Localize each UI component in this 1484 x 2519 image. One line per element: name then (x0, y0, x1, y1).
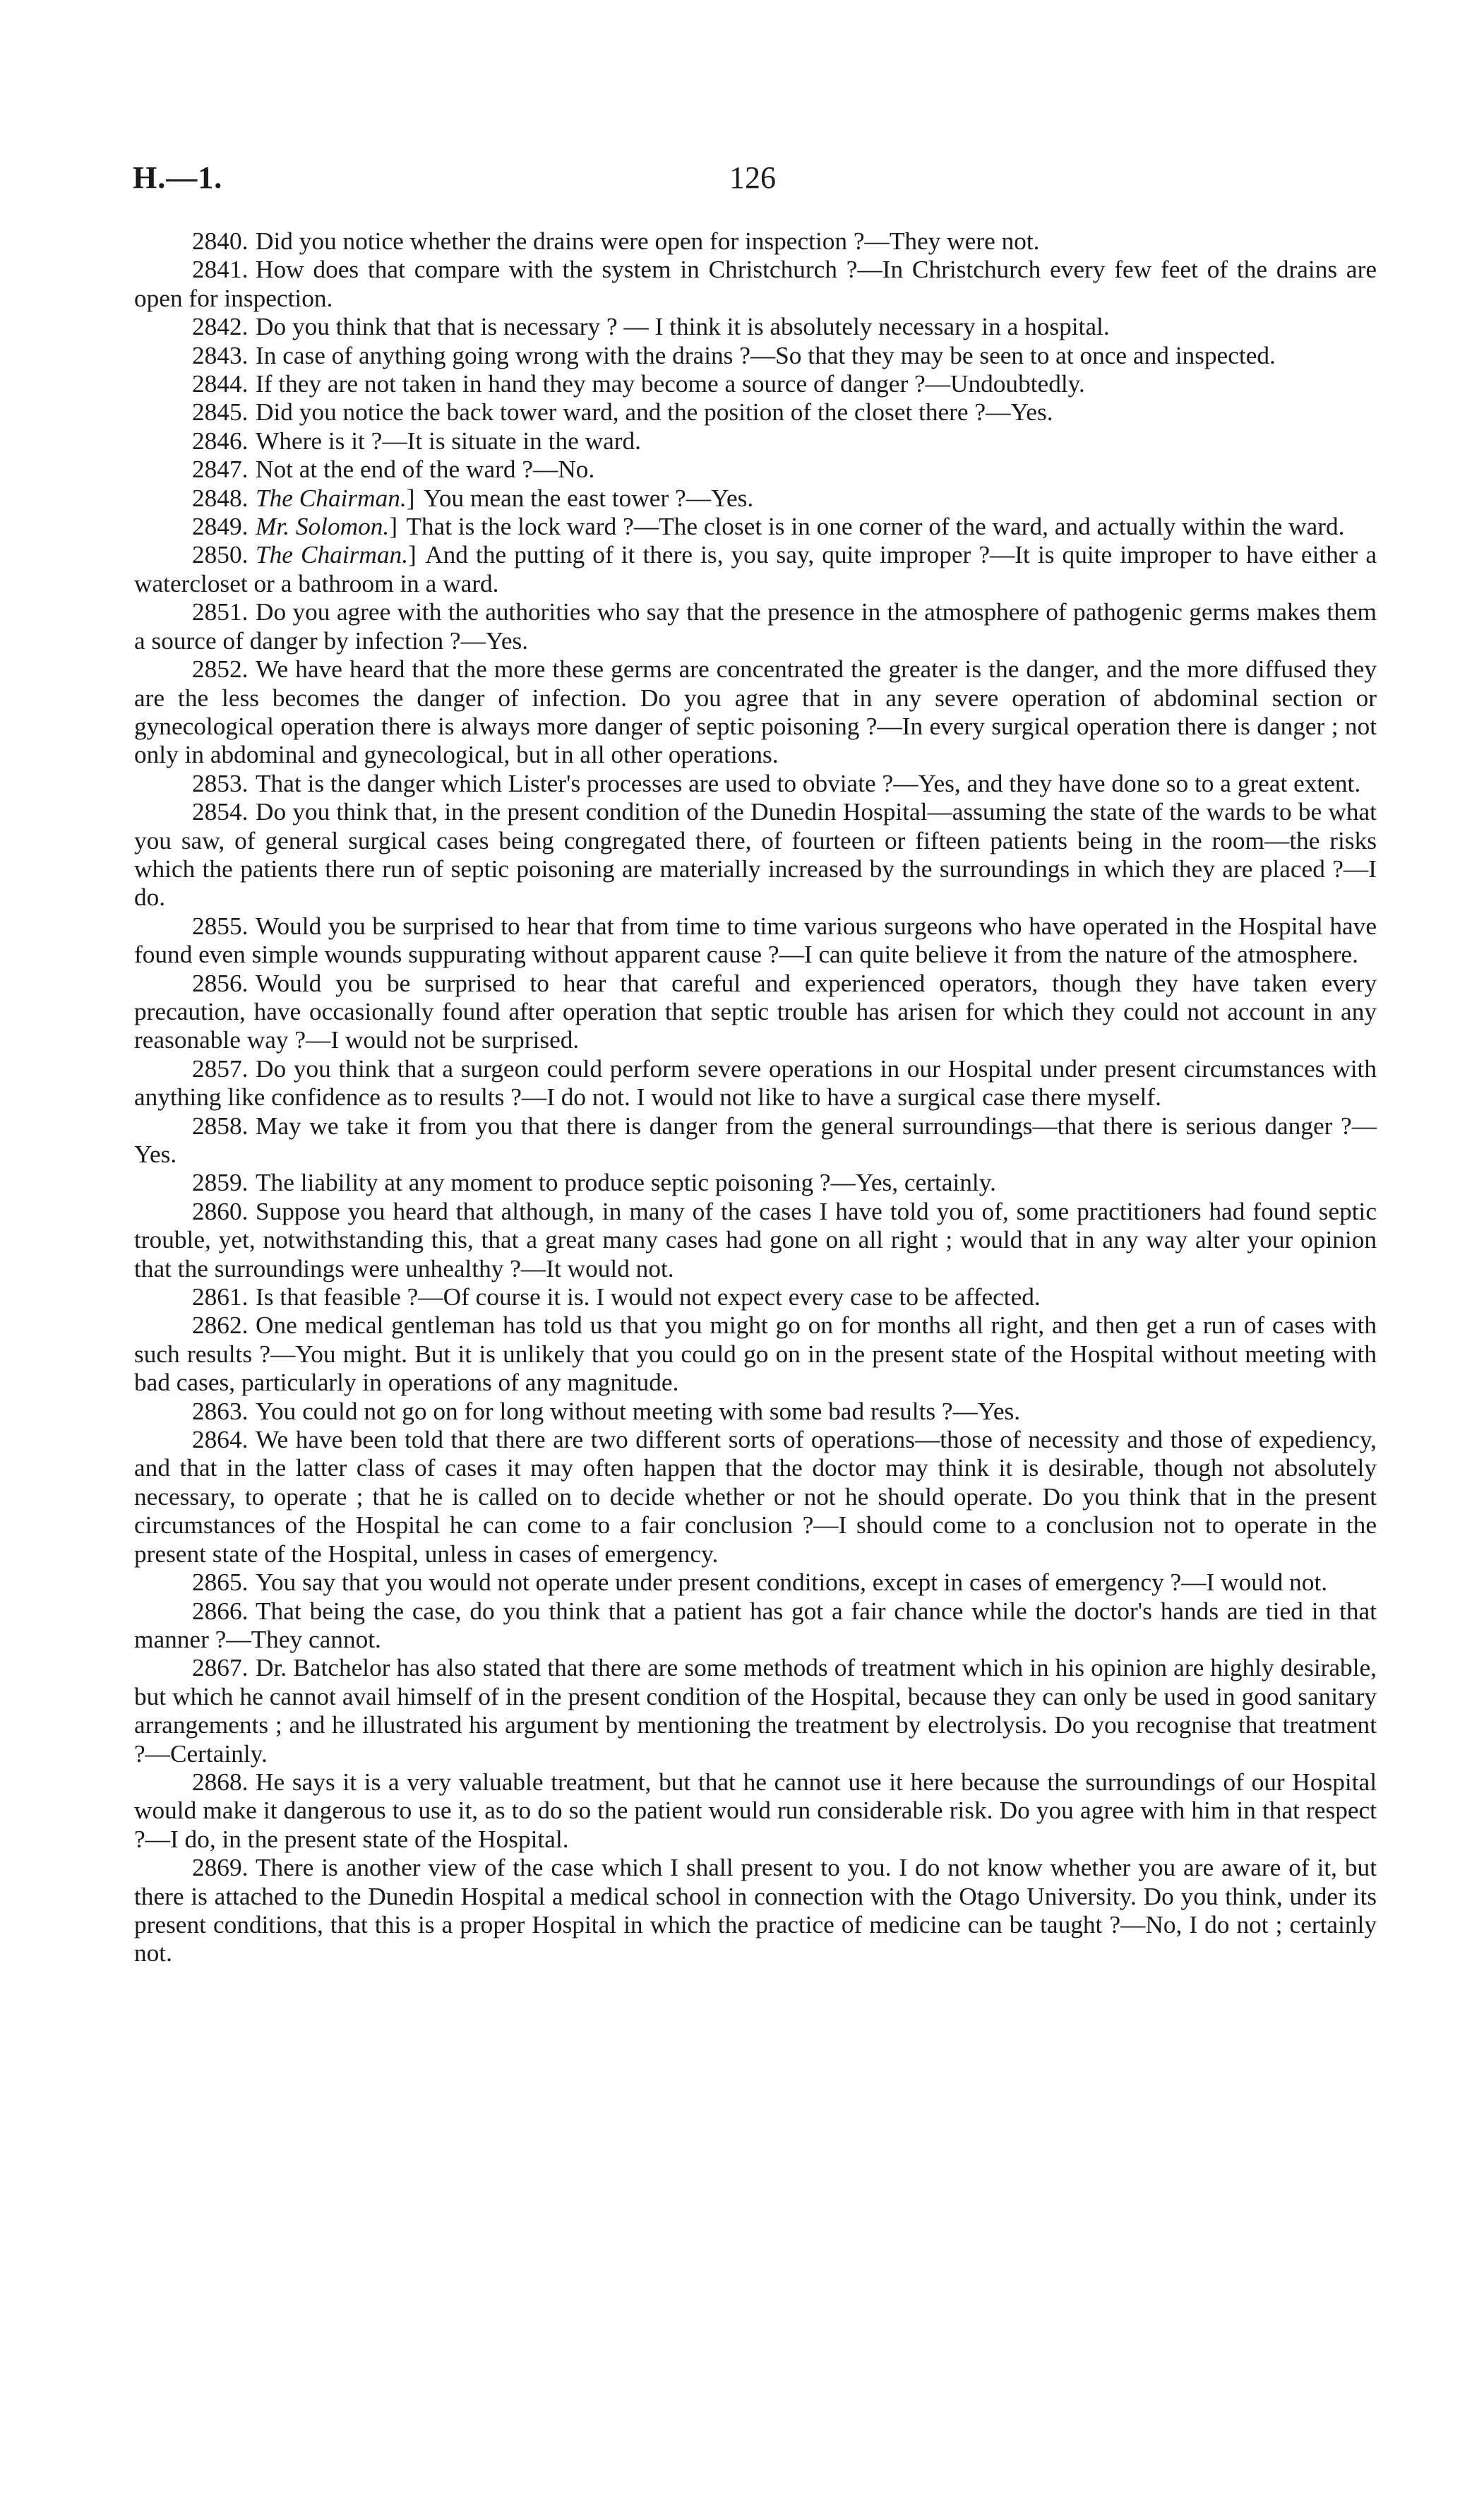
question-number: 2866. (192, 1597, 249, 1625)
question-answer-text: Suppose you heard that although, in many of the cases I have told you of, some practitioners had found septic trouble, yet, notwithstanding this, that a great many cases had gone on all right ; would that in any way alter your opinion that the surroundings were unhealthy ?—It would not. (134, 1197, 1377, 1282)
question-paragraph (134, 1654, 1377, 1768)
question-paragraph (134, 313, 1377, 341)
question-paragraph (134, 1169, 1377, 1197)
question-paragraph (134, 256, 1377, 313)
question-answer-text: You say that you would not operate under present conditions, except in cases of emergency ?—I would not. (256, 1568, 1328, 1597)
question-paragraph (134, 770, 1377, 798)
question-paragraph (134, 398, 1377, 427)
question-number: 2869. (192, 1854, 249, 1882)
question-number: 2847. (192, 455, 249, 484)
question-number: 2852. (192, 655, 249, 684)
question-answer-text: Is that feasible ?—Of course it is. I would not expect every case to be affected. (256, 1283, 1041, 1311)
question-paragraph (134, 1311, 1377, 1397)
question-number: 2858. (192, 1112, 249, 1140)
question-paragraph (134, 541, 1377, 598)
question-paragraph (134, 1055, 1377, 1112)
question-answer-text: We have heard that the more these germs are concentrated the greater is the danger, and the more diffused they are the less becomes the danger of infection. Do you agree that in any severe operation of abdominal section or gynecological operation there is always more danger of septic poisoning ?—In every surgical operation there is danger ; not only in abdominal and gynecological, but in all other operations. (134, 655, 1377, 769)
question-answer-text: That is the lock ward ?—The closet is in one corner of the ward, and actually within the ward. (406, 513, 1345, 541)
question-answer-text: And the putting of it there is, you say, quite improper ?—It is quite improper to have either a watercloset or a bathroom in a ward. (134, 541, 1377, 597)
question-paragraph (134, 1768, 1377, 1854)
question-paragraph (134, 1198, 1377, 1283)
question-paragraph (134, 227, 1377, 256)
question-paragraph (134, 1854, 1377, 1968)
question-paragraph (134, 342, 1377, 370)
question-number: 2857. (192, 1054, 249, 1083)
question-answer-text: Dr. Batchelor has also stated that there are some methods of treatment which in his opinion are highly desirable, but which he cannot avail himself of in the present condition of the Hospital, because they can only be used in good sanitary arrangements ; and he illustrated his argument by mentioning the treatment by electrolysis. Do you recognise that treatment ?—Certainly. (134, 1654, 1377, 1768)
question-paragraph (134, 513, 1377, 541)
question-answer-text: Did you notice whether the drains were open for inspection ?—They were not. (256, 227, 1040, 255)
question-answer-text: Do you think that, in the present condition of the Dunedin Hospital—assuming the state of the wards to be what you saw, of general surgical cases being congregated there, of fourteen or fifteen patients being in the room—the risks which the patients there run of septic poisoning are materially increased by the surroundings in which they are placed ?—I do. (134, 798, 1377, 912)
question-number: 2867. (192, 1654, 249, 1682)
question-answer-text: In case of anything going wrong with the drains ?—So that they may be seen to at once and inspected. (256, 341, 1276, 369)
question-number: 2861. (192, 1283, 249, 1311)
page-header (133, 160, 1377, 202)
question-paragraph (134, 370, 1377, 398)
question-number: 2863. (192, 1397, 249, 1425)
question-answer-text: Did you notice the back tower ward, and the position of the closet there ?—Yes. (256, 398, 1053, 427)
question-number: 2849. (192, 513, 249, 541)
question-number: 2842. (192, 313, 249, 341)
question-answer-text: Would you be surprised to hear that from time to time various surgeons who have operated in the Hospital have found even simple wounds suppurating without apparent cause ?—I can quite believe it from the nature of the atmosphere. (134, 912, 1377, 969)
question-answer-text: Would you be surprised to hear that careful and experienced operators, though they have taken every precaution, have occasionally found after operation that septic trouble has arisen for which they could not account in any reasonable way ?—I would not be surprised. (134, 969, 1377, 1054)
testimony-body (134, 227, 1377, 1968)
question-paragraph (134, 1568, 1377, 1597)
question-number: 2844. (192, 370, 249, 398)
question-answer-text: May we take it from you that there is danger from the general surroundings—that there is serious danger ?—Yes. (134, 1112, 1377, 1168)
speaker-bracket: ] (389, 513, 398, 541)
question-paragraph (134, 598, 1377, 655)
question-answer-text: One medical gentleman has told us that you might go on for months all right, and then get a run of cases with such results ?—You might. But it is unlikely that you could go on in the present state of the Hospital without meeting with bad cases, particularly in operations of any magnitude. (134, 1311, 1377, 1397)
question-paragraph (134, 1112, 1377, 1169)
question-number: 2846. (192, 427, 249, 455)
question-paragraph (134, 1597, 1377, 1655)
question-number: 2840. (192, 227, 249, 255)
question-paragraph (134, 484, 1377, 513)
question-answer-text: Do you think that that is necessary ? — I think it is absolutely necessary in a hospital. (256, 313, 1110, 341)
question-number: 2843. (192, 341, 249, 369)
question-number: 2862. (192, 1311, 249, 1340)
question-answer-text: You could not go on for long without meeting with some bad results ?—Yes. (256, 1397, 1021, 1425)
question-number: 2854. (192, 798, 249, 826)
question-answer-text: There is another view of the case which I shall present to you. I do not know whether you are aware of it, but there is attached to the Dunedin Hospital a medical school in connection with the Otago University. Do you think, under its present conditions, that this is a proper Hospital in which the practice of medicine can be taught ?—No, I do not ; certainly not. (134, 1854, 1377, 1967)
question-paragraph (134, 798, 1377, 912)
question-number: 2853. (192, 769, 249, 797)
question-paragraph (134, 427, 1377, 455)
question-paragraph (134, 1426, 1377, 1568)
question-number: 2841. (192, 256, 249, 284)
speaker-bracket: ] (408, 541, 417, 569)
question-answer-text: He says it is a very valuable treatment, but that he cannot use it here because the surroundings of our Hospital would make it dangerous to use it, as to do so the patient would run considerable risk. Do you agree with him in that respect ?—I do, in the present state of the Hospital. (134, 1768, 1377, 1853)
question-answer-text: That being the case, do you think that a patient has got a fair chance while the doctor's hands are tied in that manner ?—They cannot. (134, 1597, 1377, 1653)
question-answer-text: We have been told that there are two different sorts of operations—those of necessity and those of expediency, and that in the latter class of cases it may often happen that the doctor may think it is desirable, though not absolutely necessary, to operate ; that he is called on to decide whether or not he should operate. Do you think that in the present circumstances of the Hospital he can come to a fair conclusion ?—I should come to a conclusion not to operate in the present state of the Hospital, unless in cases of emergency. (134, 1426, 1377, 1568)
question-paragraph (134, 912, 1377, 970)
question-number: 2845. (192, 398, 249, 427)
speaker-name: Mr. Solomon. (256, 513, 390, 541)
question-number: 2860. (192, 1197, 249, 1225)
question-number: 2848. (192, 484, 249, 512)
speaker-name: The Chairman. (256, 484, 407, 512)
question-number: 2855. (192, 912, 249, 940)
question-answer-text: Do you think that a surgeon could perform severe operations in our Hospital under present circumstances with anything like confidence as to results ?—I do not. I would not like to have a surgical case there myself. (134, 1054, 1377, 1112)
question-answer-text: The liability at any moment to produce septic poisoning ?—Yes, certainly. (256, 1169, 996, 1197)
question-paragraph (134, 655, 1377, 770)
question-number: 2868. (192, 1768, 249, 1796)
document-reference: H.—1. (133, 160, 223, 195)
speaker-name: The Chairman. (256, 541, 409, 569)
speaker-bracket: ] (406, 484, 415, 512)
question-paragraph (134, 1283, 1377, 1311)
page-number: 126 (729, 160, 776, 195)
question-number: 2850. (192, 541, 249, 569)
question-answer-text: That is the danger which Lister's processes are used to obviate ?—Yes, and they have done so to a great extent. (256, 769, 1361, 797)
question-answer-text: You mean the east tower ?—Yes. (423, 484, 754, 512)
question-number: 2851. (192, 598, 249, 626)
question-number: 2865. (192, 1568, 249, 1597)
question-number: 2859. (192, 1169, 249, 1197)
question-answer-text: Where is it ?—It is situate in the ward. (256, 427, 641, 455)
question-answer-text: Do you agree with the authorities who say that the presence in the atmosphere of pathogenic germs makes them a source of danger by infection ?—Yes. (134, 598, 1377, 655)
question-answer-text: Not at the end of the ward ?—No. (256, 455, 595, 484)
question-paragraph (134, 455, 1377, 484)
question-paragraph (134, 970, 1377, 1055)
question-number: 2856. (192, 969, 249, 997)
question-number: 2864. (192, 1426, 249, 1454)
question-paragraph (134, 1398, 1377, 1426)
question-answer-text: How does that compare with the system in Christchurch ?—In Christchurch every few feet of the drains are open for inspection. (134, 256, 1377, 312)
question-answer-text: If they are not taken in hand they may become a source of danger ?—Undoubtedly. (256, 370, 1085, 398)
